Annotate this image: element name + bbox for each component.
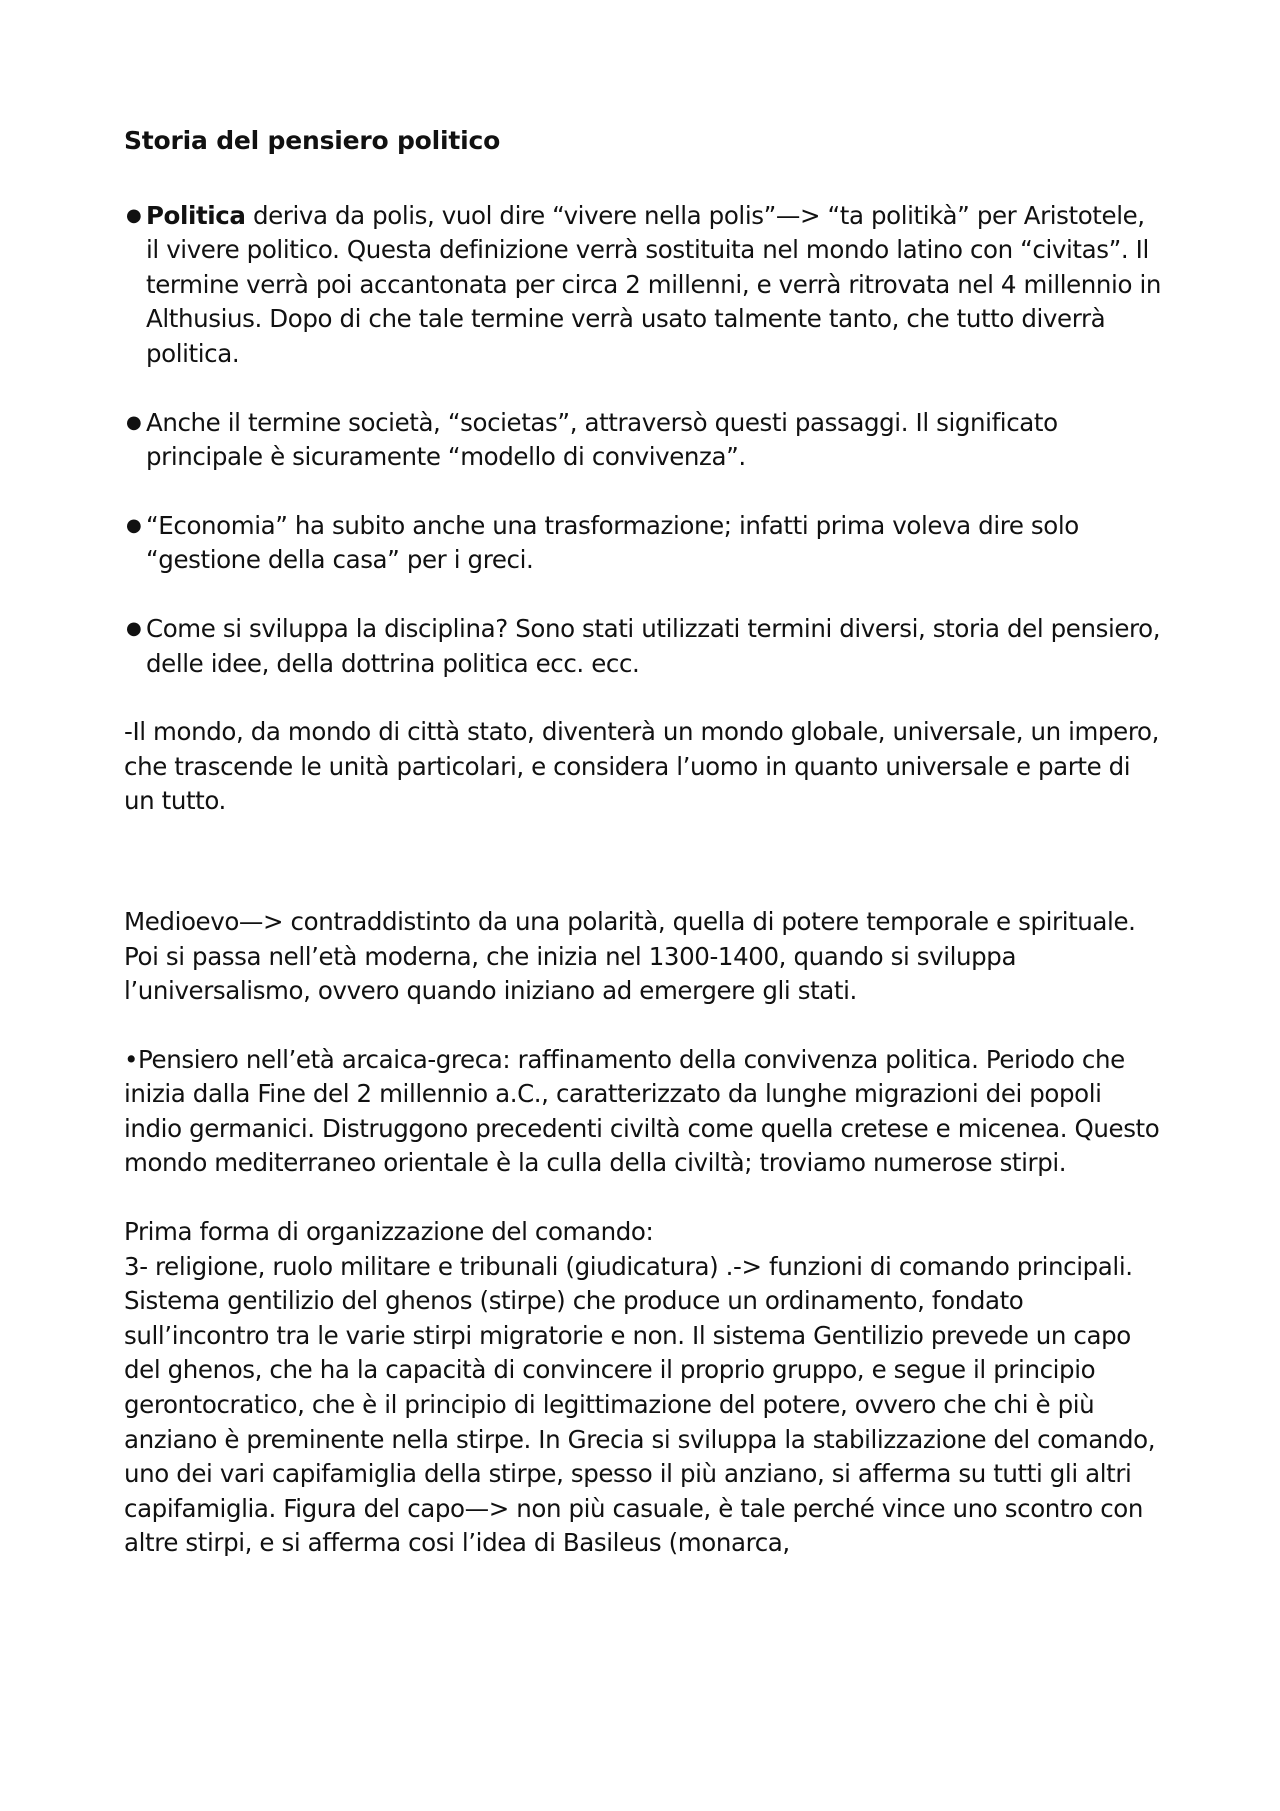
bullet-disciplina (124, 612, 1164, 681)
document-page (124, 124, 1164, 1561)
bullet-text: “Economia” ha subito anche una trasformazione; infatti prima voleva dire solo “gestione della casa” per i greci. (146, 510, 1079, 575)
paragraph-mondo: -Il mondo, da mondo di città stato, diventerà un mondo globale, universale, un impero, che trascende le unità particolari, e considera l’uomo in quanto universale e parte di un tutto. (124, 717, 1159, 816)
bullet-dot: ● (126, 617, 142, 639)
paragraph-eta-moderna: Poi si passa nell’età moderna, che inizia nel 1300-1400, quando si sviluppa l’universalismo, ovvero quando iniziano ad emergere gli stati. (124, 941, 1017, 1006)
bullet-text: deriva da polis, vuol dire “vivere nella polis”—> “ta politikà” per Aristotele, il vivere politico. Questa definizione verrà sostituita nel mondo latino con “civitas”. Il termine verrà poi accantonata per circa 2 millenni, e verrà ritrovata nel 4 millennio in Althusius. Dopo di che tale termine verrà usato talmente tanto, che tutto diverrà politica. (146, 200, 1161, 368)
bullet-dot: ● (126, 411, 142, 433)
bullet-economia (124, 509, 1164, 578)
paragraph-medioevo: Medioevo—> contraddistinto da una polarità, quella di potere temporale e spirituale. (124, 906, 1136, 936)
bullet-text: Anche il termine società, “societas”, attraversò questi passaggi. Il significato principale è sicuramente “modello di convivenza”. (146, 407, 1058, 472)
paragraph-sistema-gentilizio: Sistema gentilizio del ghenos (stirpe) che produce un ordinamento, fondato sull’incontro tra le varie stirpi migratorie e non. Il sistema Gentilizio prevede un capo del ghenos, che ha la capacità di convincere il proprio gruppo, e segue il principio gerontocratico, che è il principio di legittimazione del potere, ovvero che chi è più anziano è preminente nella stirpe. In Grecia si sviluppa la stabilizzazione del comando, uno dei vari capifamiglia della stirpe, spesso il più anziano, si afferma su tutti gli altri capifamiglia. Figura del capo—> non più casuale, è tale perché vince uno scontro con altre stirpi, e si afferma cosi l’idea di Basileus (monarca, (124, 1286, 1156, 1558)
document-title: Storia del pensiero politico (124, 126, 501, 155)
bullet-societa (124, 406, 1164, 475)
paragraph-funzioni: 3- religione, ruolo militare e tribunali (giudicatura) .-> funzioni di comando principali. (124, 1251, 1133, 1281)
bullet-dot: ● (126, 204, 142, 226)
bullet-bold-term: Politica (146, 200, 246, 230)
bullet-dot: ● (126, 514, 142, 536)
paragraph-prima-forma: Prima forma di organizzazione del comando: (124, 1217, 654, 1247)
bullet-politica (124, 199, 1164, 372)
bullet-text: Come si sviluppa la disciplina? Sono stati utilizzati termini diversi, storia del pensiero, delle idee, della dottrina politica ecc. ecc. (146, 613, 1161, 678)
paragraph-eta-arcaica: •Pensiero nell’età arcaica-greca: raffinamento della convivenza politica. Periodo che inizia dalla Fine del 2 millennio a.C., caratterizzato da lunghe migrazioni dei popoli indio germanici. Distruggono precedenti civiltà come quella cretese e micenea. Questo mondo mediterraneo orientale è la culla della civiltà; troviamo numerose stirpi. (124, 1044, 1160, 1178)
